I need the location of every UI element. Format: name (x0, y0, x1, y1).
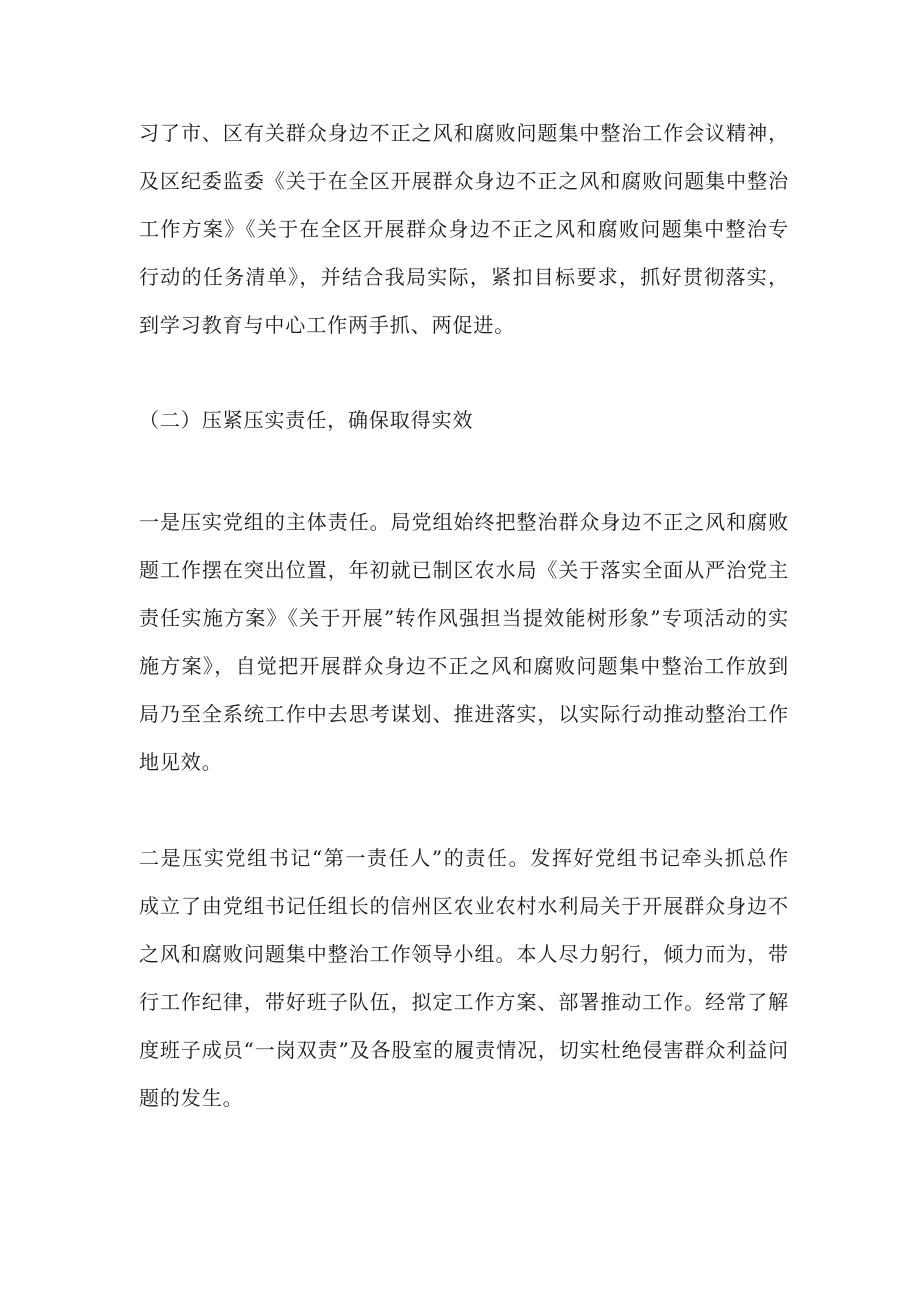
paragraph-party-group-responsibility (139, 498, 789, 786)
text-line: 二是压实党组书记“第一责任人”的责任。发挥好党组书记牵头抓总作 (139, 846, 789, 870)
text-line: 行动的任务清单》，并结合我局实际，紧扣目标要求，抓好贯彻落实， (139, 265, 789, 289)
text-line: 局乃至全系统工作中去思考谋划、推进落实，以实际行动推动整治工作 (139, 702, 789, 726)
text-line: 责任实施方案》《关于开展”转作风强担当提效能树形象”专项活动的实 (139, 606, 789, 630)
text-line: 施方案》，自觉把开展群众身边不正之风和腐败问题集中整治工作放到 (139, 654, 789, 678)
text-line: 地见效。 (139, 750, 223, 774)
text-line: 度班子成员“一岗双责”及各股室的履责情况，切实杜绝侵害群众利益问 (139, 1038, 789, 1062)
text-line: 题工作摆在突出位置，年初就已制区农水局《关于落实全面从严治党主 (139, 558, 789, 582)
text-line: 及区纪委监委《关于在全区开展群众身边不正之风和腐败问题集中整治 (139, 169, 789, 193)
text-line: 题的发生。 (139, 1086, 244, 1110)
paragraph-secretary-responsibility (139, 834, 789, 1122)
text-line: 行工作纪律，带好班子队伍，拟定工作方案、部署推动工作。经常了解 (139, 990, 789, 1014)
section-heading (139, 396, 789, 444)
text-line: 之风和腐败问题集中整治工作领导小组。本人尽力躬行，倾力而为，带 (139, 942, 789, 966)
text-line: 到学习教育与中心工作两手抓、两促进。 (139, 313, 516, 337)
text-line: 一是压实党组的主体责任。局党组始终把整治群众身边不正之风和腐败 (139, 510, 789, 534)
text-line: 习了市、区有关群众身边不正之风和腐败问题集中整治工作会议精神， (139, 121, 789, 145)
text-line: 工作方案》《关于在全区开展群众身边不正之风和腐败问题集中整治专 (139, 217, 789, 241)
paragraph-study-spirit (139, 109, 789, 349)
text-line: 成立了由党组书记任组长的信州区农业农村水利局关于开展群众身边不 (139, 894, 789, 918)
heading-text: （二）压紧压实责任，确保取得实效 (139, 408, 474, 432)
